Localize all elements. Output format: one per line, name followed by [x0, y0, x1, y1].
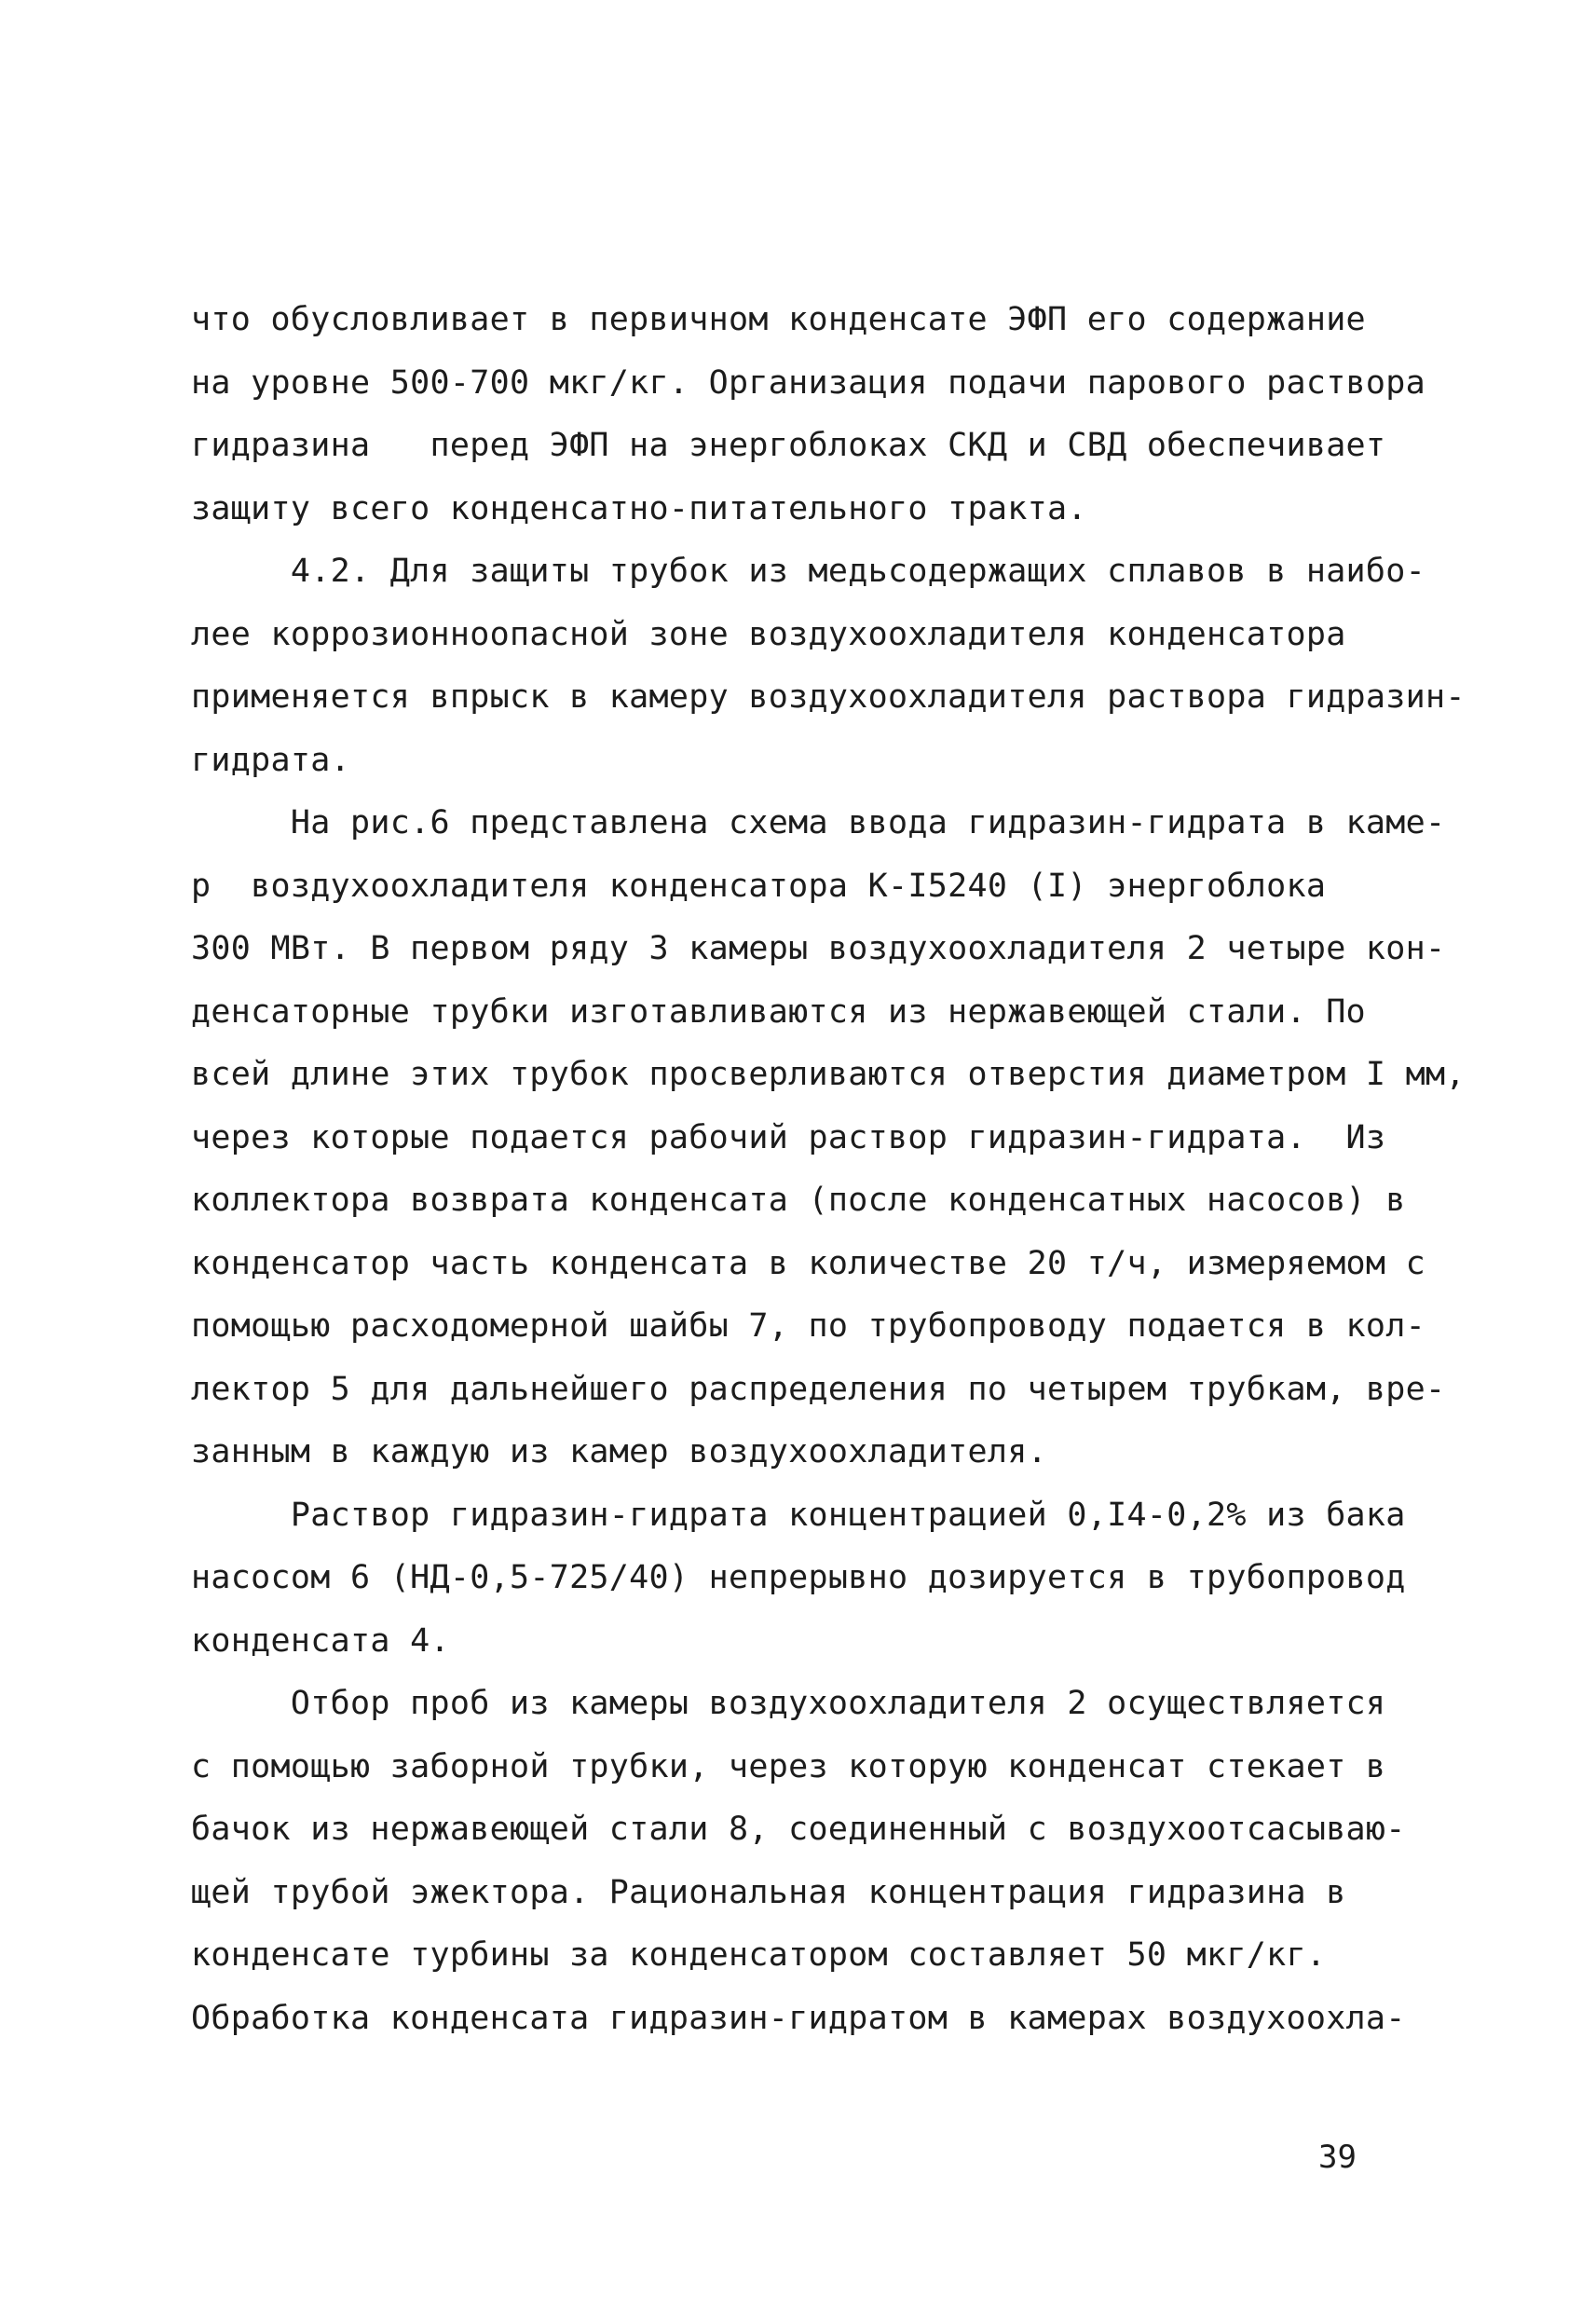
- text-line: Обработка конденсата гидразин-гидратом в камерах воздухоохла-: [191, 1999, 1406, 2037]
- body-text: [191, 289, 1466, 2050]
- text-line: На рис.6 представлена схема ввода гидразин-гидрата в каме-: [191, 804, 1446, 841]
- text-line: конденсатор часть конденсата в количестве 20 т/ч, измеряемом с: [191, 1244, 1426, 1282]
- text-line: защиту всего конденсатно-питательного тракта.: [191, 489, 1087, 527]
- text-line: Раствор гидразин-гидрата концентрацией 0,I4-0,2% из бака: [191, 1496, 1406, 1534]
- text-line: лектор 5 для дальнейшего распределения по четырем трубкам, вре-: [191, 1370, 1446, 1408]
- text-line: денсаторные трубки изготавливаются из нержавеющей стали. По: [191, 992, 1366, 1031]
- text-line: Отбор проб из камеры воздухоохладителя 2 осуществляется: [191, 1685, 1386, 1722]
- text-line: на уровне 500-700 мкг/кг. Организация подачи парового раствора: [191, 363, 1426, 402]
- text-line: коллектора возврата конденсата (после конденсатных насосов) в: [191, 1182, 1406, 1219]
- text-line: с помощью заборной трубки, через которую конденсат стекает в: [191, 1747, 1386, 1785]
- text-line: 300 МВт. В первом ряду 3 камеры воздухоохладителя 2 четыре кон-: [191, 930, 1446, 967]
- text-line: конденсата 4.: [191, 1621, 450, 1660]
- text-line: что обусловливает в первичном конденсате ЭФП его содержание: [191, 301, 1366, 338]
- text-line: р воздухоохладителя конденсатора К-I5240 (I) энергоблока: [191, 867, 1327, 905]
- text-line: 4.2. Для защиты трубок из медьсодержащих сплавов в наибо-: [191, 553, 1426, 590]
- text-line: через которые подается рабочий раствор гидразин-гидрата. Из: [191, 1118, 1386, 1156]
- text-line: конденсате турбины за конденсатором составляет 50 мкг/кг.: [191, 1936, 1327, 1974]
- text-line: гидрата.: [191, 741, 350, 779]
- text-line: бачок из нержавеющей стали 8, соединенный с воздухоотсасываю-: [191, 1811, 1406, 1848]
- text-line: насосом 6 (НД-0,5-725/40) непрерывно дозируется в трубопровод: [191, 1559, 1406, 1596]
- text-line: лее коррозионноопасной зоне воздухоохладителя конденсатора: [191, 615, 1346, 653]
- text-line: щей трубой эжектора. Рациональная концентрация гидразина в: [191, 1873, 1346, 1911]
- text-line: занным в каждую из камер воздухоохладителя.: [191, 1433, 1047, 1470]
- text-line: всей длине этих трубок просверливаются отверстия диаметром I мм,: [191, 1056, 1466, 1093]
- text-line: помощью расходомерной шайбы 7, по трубопроводу подается в кол-: [191, 1307, 1426, 1345]
- text-line: применяется впрыск в камеру воздухоохладителя раствора гидразин-: [191, 678, 1466, 716]
- page-number: 39: [1318, 2139, 1357, 2176]
- text-line: гидразина перед ЭФП на энергоблоках СКД и СВД обеспечивает: [191, 427, 1386, 464]
